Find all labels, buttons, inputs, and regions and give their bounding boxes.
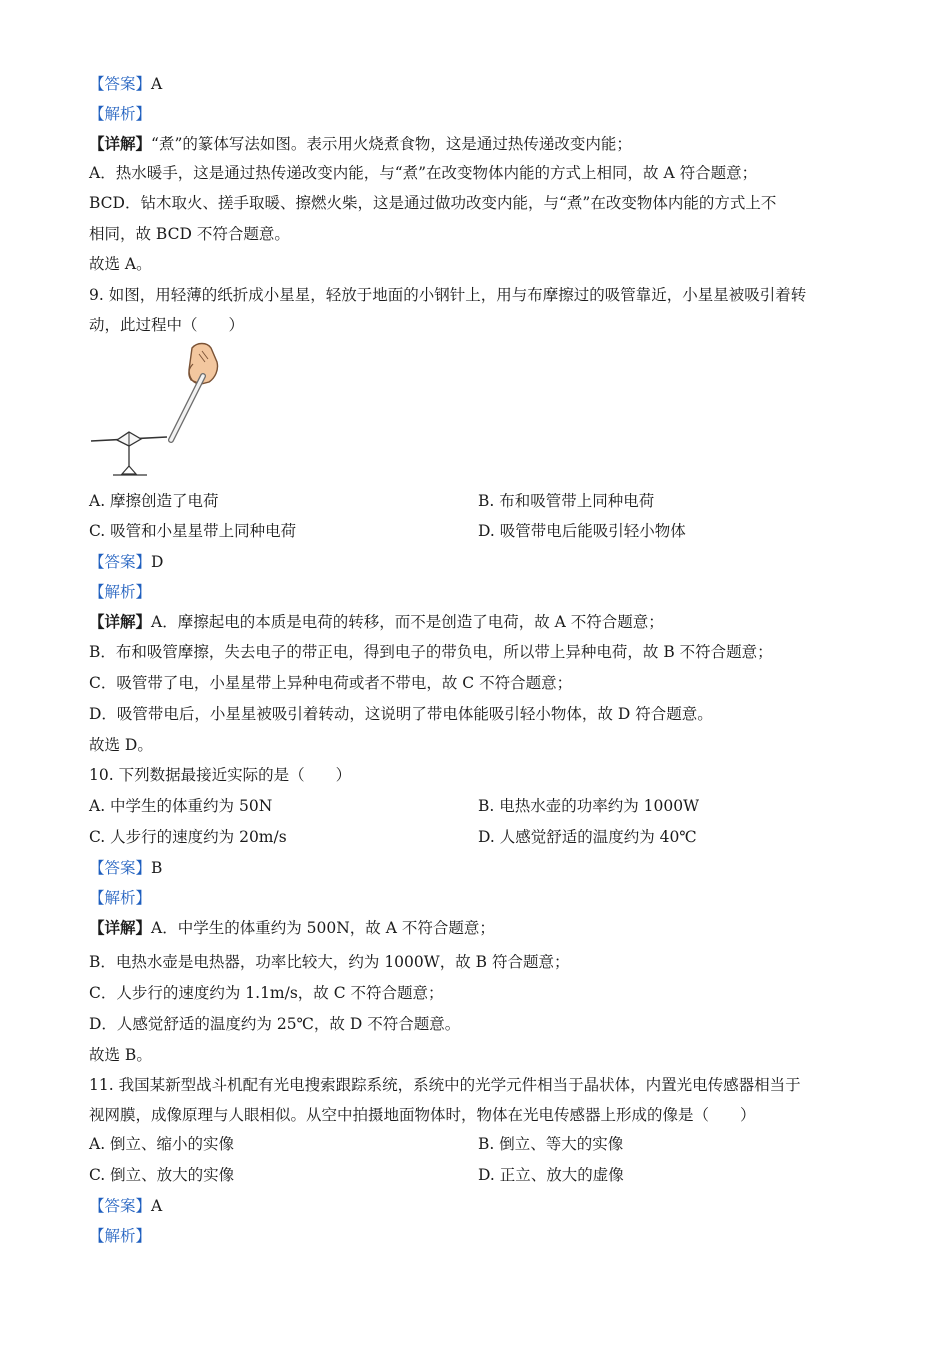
q9-option-a: A. 摩擦创造了电荷	[89, 492, 219, 510]
q9-choose: 故选 D。	[89, 736, 153, 754]
answer-tag: 【答案】	[89, 75, 152, 93]
q8-detail-bcd-2: 相同，故 BCD 不符合题意。	[89, 225, 290, 243]
q11-option-c: C. 倒立、放大的实像	[89, 1166, 235, 1184]
q10-option-c: C. 人步行的速度约为 20m/s	[89, 828, 287, 846]
q8-detail-line	[89, 134, 632, 154]
answer-tag: 【答案】	[89, 859, 152, 877]
q10-detail-c: C．人步行的速度约为 1.1m/s，故 C 不符合题意；	[89, 984, 444, 1002]
q10-answer: B	[151, 859, 163, 877]
q8-choose: 故选 A。	[89, 255, 152, 273]
q11-answer-line	[89, 1196, 162, 1216]
q9-stem-2: 动，此过程中（ ）	[89, 316, 245, 334]
q9-detail-b: B．布和吸管摩擦，失去电子的带正电，得到电子的带负电，所以带上异种电荷，故 B 不符合题意；	[89, 643, 773, 661]
q10-option-d: D. 人感觉舒适的温度约为 40℃	[478, 828, 697, 846]
q10-answer-line	[89, 858, 162, 878]
q10-analysis-tag: 【解析】	[89, 889, 152, 907]
q9-answer: D	[151, 553, 164, 571]
q11-answer: A	[151, 1197, 163, 1215]
q10-option-a: A. 中学生的体重约为 50N	[89, 797, 273, 815]
q9-option-c: C. 吸管和小星星带上同种电荷	[89, 522, 297, 540]
q10-detail-a: A．中学生的体重约为 500N，故 A 不符合题意；	[151, 919, 495, 937]
q9-option-d: D. 吸管带电后能吸引轻小物体	[478, 522, 686, 540]
q8-detail-a: A．热水暖手，这是通过热传递改变内能，与“煮”在改变物体内能的方式上相同，故 A 符合题意；	[89, 164, 758, 182]
q10-option-b: B. 电热水壶的功率约为 1000W	[478, 797, 700, 815]
detail-tag: 【详解】	[89, 134, 152, 153]
q11-stem-2: 视网膜，成像原理与人眼相似。从空中拍摄地面物体时，物体在光电传感器上形成的像是（ ）	[89, 1106, 756, 1124]
q9-stem-1: 9. 如图，用轻薄的纸折成小星星，轻放于地面的小钢针上，用与布摩擦过的吸管靠近，小星星被吸引着转	[89, 286, 807, 304]
detail-tag: 【详解】	[89, 918, 152, 937]
answer-tag: 【答案】	[89, 1197, 152, 1215]
q10-detail-a-line	[89, 918, 495, 938]
q9-analysis-tag: 【解析】	[89, 583, 152, 601]
answer-tag: 【答案】	[89, 553, 152, 571]
q11-option-a: A. 倒立、缩小的实像	[89, 1135, 235, 1153]
q11-stem-1: 11. 我国某新型战斗机配有光电搜索跟踪系统，系统中的光学元件相当于晶状体，内置光电传感器相当于	[89, 1076, 801, 1094]
q10-detail-d: D．人感觉舒适的温度约为 25℃，故 D 不符合题意。	[89, 1015, 461, 1033]
q8-answer-line	[89, 74, 162, 94]
straw	[171, 376, 203, 440]
q10-choose: 故选 B。	[89, 1046, 152, 1064]
paper-star	[91, 432, 167, 475]
q8-detail: “煮”的篆体写法如图。表示用火烧煮食物，这是通过热传递改变内能；	[151, 135, 632, 153]
q9-detail-d: D．吸管带电后，小星星被吸引着转动，这说明了带电体能吸引轻小物体，故 D 符合题意。	[89, 705, 713, 723]
q9-option-b: B. 布和吸管带上同种电荷	[478, 492, 655, 510]
q9-answer-line	[89, 552, 163, 572]
q9-detail-a-line	[89, 612, 664, 632]
q11-option-b: B. 倒立、等大的实像	[478, 1135, 624, 1153]
q8-analysis-tag: 【解析】	[89, 105, 152, 123]
q8-answer: A	[151, 75, 163, 93]
detail-tag: 【详解】	[89, 612, 152, 631]
q9-detail-c: C．吸管带了电，小星星带上异种电荷或者不带电，故 C 不符合题意；	[89, 674, 573, 692]
q11-analysis-tag: 【解析】	[89, 1227, 152, 1245]
q10-detail-b: B．电热水壶是电热器，功率比较大，约为 1000W，故 B 符合题意；	[89, 953, 570, 971]
q10-stem: 10. 下列数据最接近实际的是（ ）	[89, 766, 352, 784]
q9-detail-a: A．摩擦起电的本质是电荷的转移，而不是创造了电荷，故 A 不符合题意；	[151, 613, 664, 631]
q11-option-d: D. 正立、放大的虚像	[478, 1166, 624, 1184]
q8-detail-bcd-1: BCD．钻木取火、搓手取暖、擦燃火柴，这是通过做功改变内能，与“煮”在改变物体内能的方式上不	[89, 194, 777, 212]
q9-figure-straw-star	[89, 340, 279, 485]
